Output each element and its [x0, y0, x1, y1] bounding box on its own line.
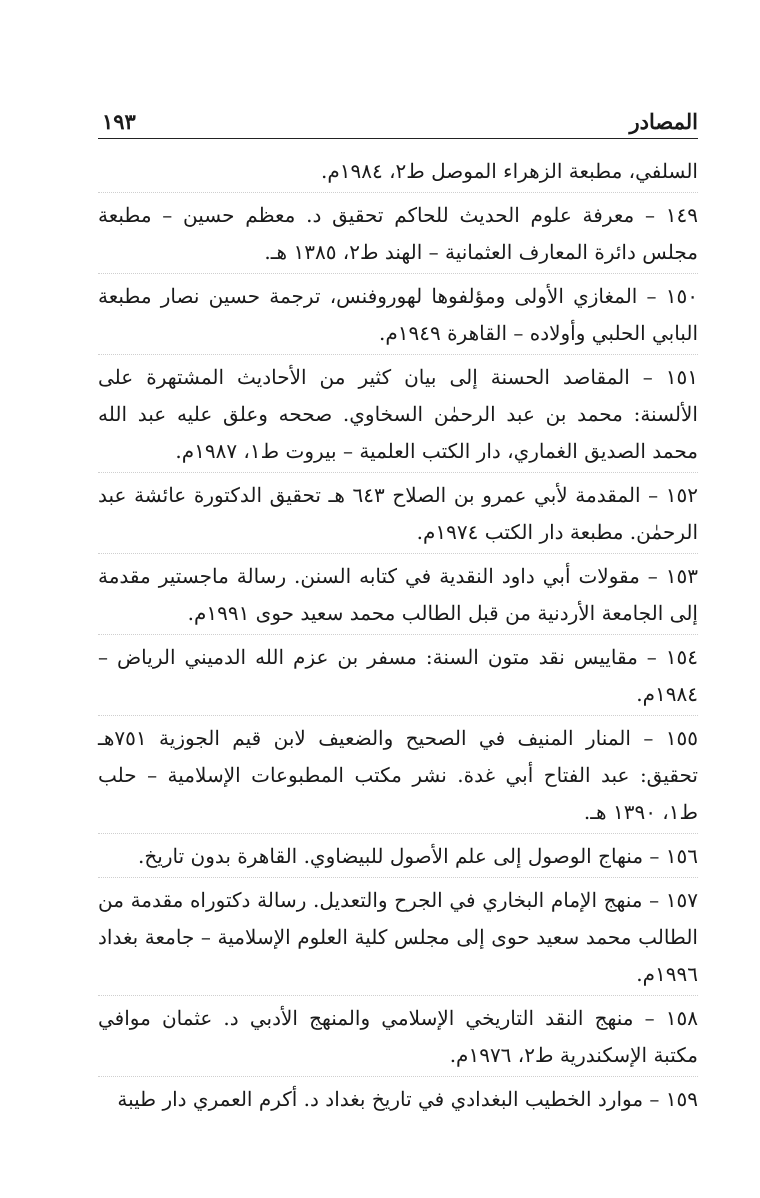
- book-page: [98, 100, 698, 1120]
- bibliography-entry: ١٥٧ – منهج الإمام البخاري في الجرح والتعديل. رسالة دكتوراه مقدمة من الطالب محمد سعيد حوى إلى مجلس كلية العلوم الإسلامية – جامعة بغداد ١٩٩٦م.: [98, 877, 698, 995]
- header-rule: [98, 138, 698, 139]
- bibliography-entry: ١٥٠ – المغازي الأولى ومؤلفوها لهوروفنس، ترجمة حسين نصار مطبعة البابي الحلبي وأولاده – القاهرة ١٩٤٩م.: [98, 273, 698, 354]
- bibliography-entry: ١٥٣ – مقولات أبي داود النقدية في كتابه السنن. رسالة ماجستير مقدمة إلى الجامعة الأردنية من قبل الطالب محمد سعيد حوى ١٩٩١م.: [98, 553, 698, 634]
- bibliography-entry: ١٤٩ – معرفة علوم الحديث للحاكم تحقيق د. معظم حسين – مطبعة مجلس دائرة المعارف العثمانية – الهند ط٢، ١٣٨٥ هـ.: [98, 192, 698, 273]
- bibliography-entry: ١٥١ – المقاصد الحسنة إلى بيان كثير من الأحاديث المشتهرة على الألسنة: محمد بن عبد الرحمٰن السخاوي. صححه وعلق عليه عبد الله محمد الصديق الغماري، دار الكتب العلمية – بيروت ط١، ١٩٨٧م.: [98, 354, 698, 472]
- bibliography-entry: ١٥٤ – مقاييس نقد متون السنة: مسفر بن عزم الله الدميني الرياض – ١٩٨٤م.: [98, 634, 698, 715]
- bibliography-entry: ١٥٥ – المنار المنيف في الصحيح والضعيف لابن قيم الجوزية ٧٥١هـ تحقيق: عبد الفتاح أبي غدة. نشر مكتب المطبوعات الإسلامية – حلب ط١، ١٣٩٠ هـ.: [98, 715, 698, 833]
- page-number: ١٩٣: [102, 109, 136, 134]
- bibliography-entry: ١٥٩ – موارد الخطيب البغدادي في تاريخ بغداد د. أكرم العمري دار طيبة: [98, 1076, 698, 1120]
- chapter-title: المصادر: [629, 109, 698, 134]
- bibliography-entry: ١٥٦ – منهاج الوصول إلى علم الأصول للبيضاوي. القاهرة بدون تاريخ.: [98, 833, 698, 877]
- running-header: [98, 100, 698, 134]
- bibliography-entry: ١٥٨ – منهج النقد التاريخي الإسلامي والمنهج الأدبي د. عثمان موافي مكتبة الإسكندرية ط٢، ١٩٧٦م.: [98, 995, 698, 1076]
- bibliography-entry-continuation: السلفي، مطبعة الزهراء الموصل ط٢، ١٩٨٤م.: [321, 159, 698, 183]
- bibliography-list: [98, 153, 698, 1120]
- bibliography-entry: ١٥٢ – المقدمة لأبي عمرو بن الصلاح ٦٤٣ هـ تحقيق الدكتورة عائشة عبد الرحمٰن. مطبعة دار الكتب ١٩٧٤م.: [98, 472, 698, 553]
